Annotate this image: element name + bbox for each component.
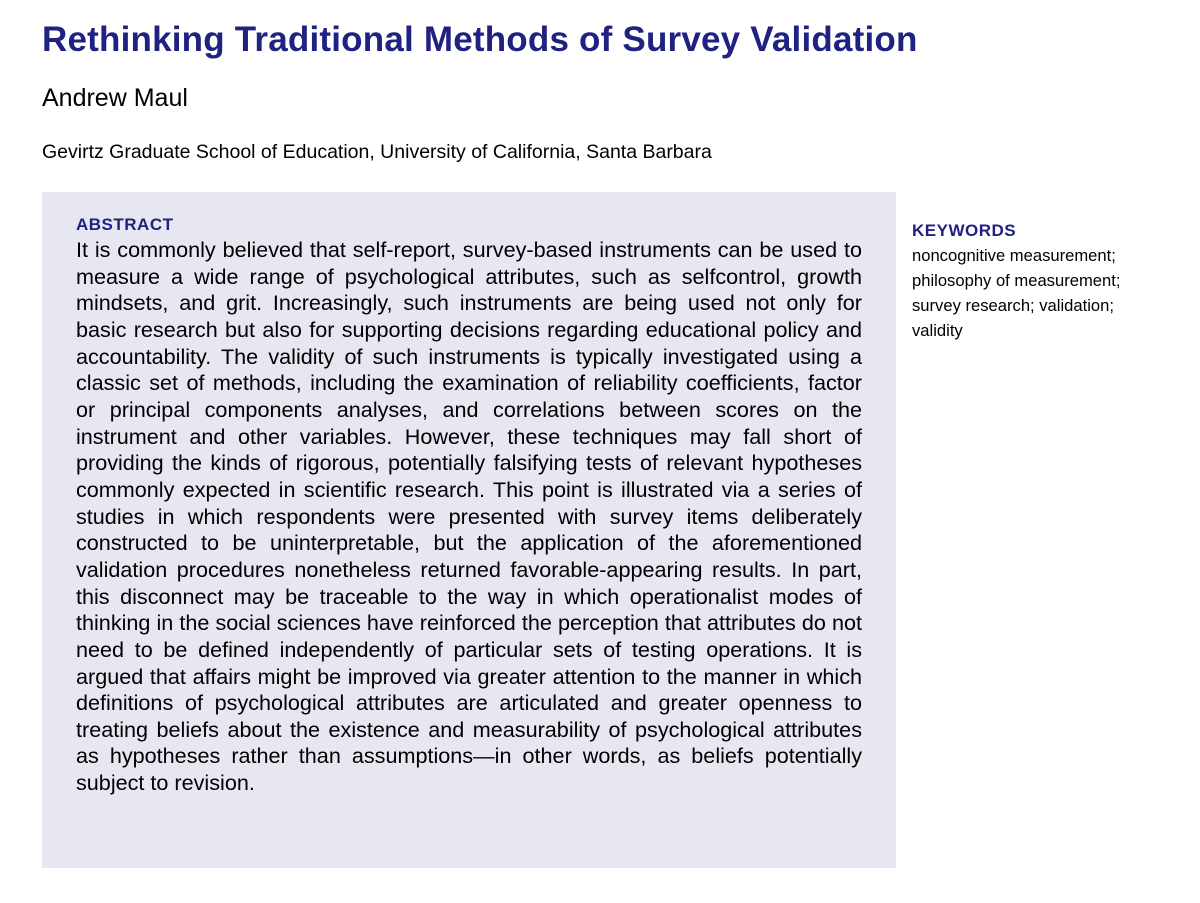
- author-affiliation: Gevirtz Graduate School of Education, University of California, Santa Barbara: [42, 141, 712, 163]
- keyword-line: philosophy of measurement;: [912, 271, 1121, 290]
- keywords-panel: [912, 219, 1182, 343]
- abstract-box: [42, 192, 896, 868]
- keyword-line: noncognitive measurement;: [912, 246, 1116, 265]
- keywords-list: [912, 243, 1182, 343]
- article-title: Rethinking Traditional Methods of Survey Validation: [42, 20, 918, 59]
- keyword-line: validity: [912, 321, 963, 340]
- keywords-heading: KEYWORDS: [912, 221, 1017, 240]
- abstract-heading: ABSTRACT: [76, 215, 174, 234]
- keyword-line: survey research; validation;: [912, 296, 1114, 315]
- abstract-text: It is commonly believed that self-report, survey-based instruments can be used to measure a wide range of psychological attributes, such as selfcontrol, growth mindsets, and grit. Increasingly, such instruments are being used not only for basic research but also for supporting decisions regarding educational policy and accountability. The validity of such instruments is typically investigated using a classic set of methods, including the examination of reliability coefficients, factor or principal components analyses, and correlations between scores on the instrument and other variables. However, these techniques may fall short of providing the kinds of rigorous, potentially falsifying tests of relevant hypotheses commonly expected in scientific research. This point is illustrated via a series of studies in which respondents were presented with survey items deliberately constructed to be uninterpretable, but the application of the aforementioned validation procedures nonetheless returned favorable-appearing results. In part, this disconnect may be traceable to the way in which operationalist modes of thinking in the social sciences have reinforced the perception that attributes do not need to be defined independently of particular sets of testing operations. It is argued that affairs might be improved via greater attention to the manner in which definitions of psychological attributes are articulated and greater openness to treating beliefs about the existence and measurability of psychological attributes as hypotheses rather than assumptions—in other words, as beliefs potentially subject to revision.: [76, 237, 862, 796]
- author-name: Andrew Maul: [42, 84, 188, 112]
